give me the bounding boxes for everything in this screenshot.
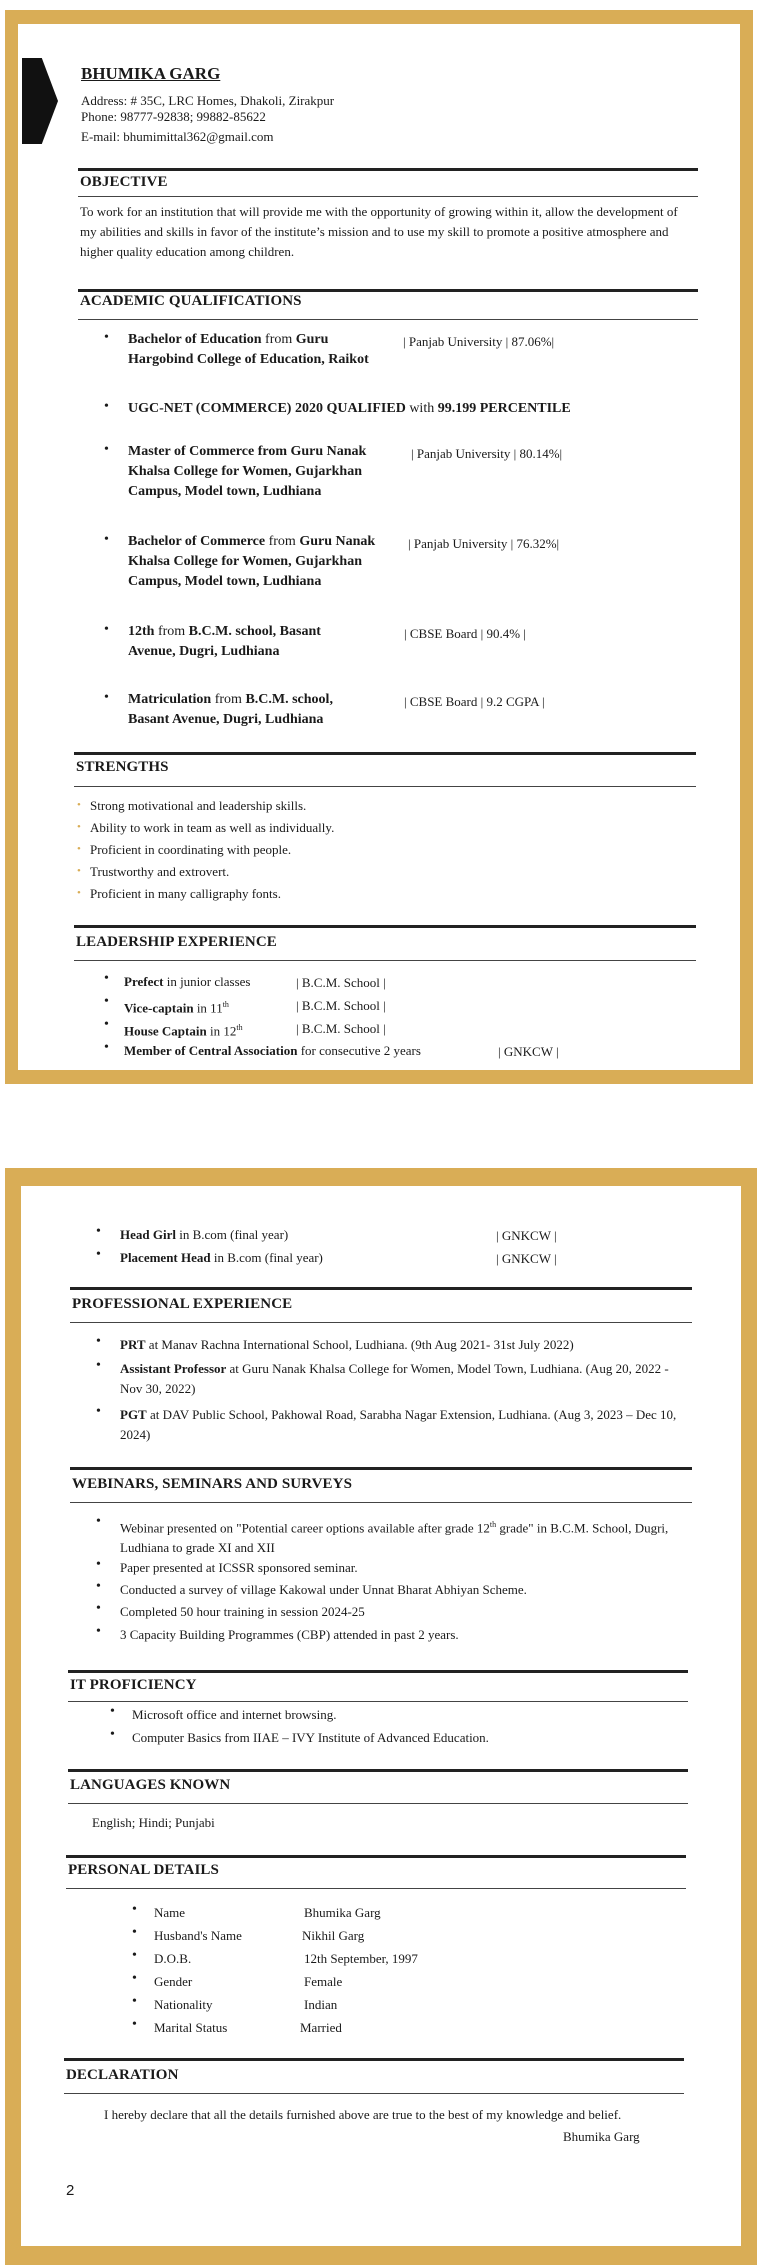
bullet-icon: •	[96, 1247, 101, 1262]
divider	[74, 786, 696, 787]
divider	[66, 1855, 686, 1858]
bullet-icon: •	[77, 821, 81, 833]
strength-item: Proficient in many calligraphy fonts.	[90, 886, 281, 901]
leadership-item: Member of Central Association for consecutive 2 years	[124, 1043, 421, 1058]
bullet-icon: •	[110, 1704, 115, 1719]
divider	[70, 1287, 692, 1290]
bullet-icon: •	[96, 1624, 101, 1639]
divider	[66, 1888, 686, 1889]
bullet-icon: •	[77, 799, 81, 811]
bullet-icon: •	[104, 1040, 109, 1055]
personal-label: D.O.B.	[154, 1951, 192, 1966]
academic-item: Matriculation from B.C.M. school, Basant Avenue, Dugri, Ludhiana	[128, 692, 333, 727]
personal-label: Husband's Name	[154, 1928, 242, 1943]
divider	[78, 289, 698, 292]
bullet-icon: •	[132, 1994, 137, 2009]
it-item: Computer Basics from IIAE – IVY Institute of Advanced Education.	[132, 1730, 489, 1745]
objective-text: To work for an institution that will provide me with the opportunity of growing within it, allow the development of my abilities and skills in favor of the institute’s mission and to use my skill to promote a positive atmosphere and higher quality education among children.	[80, 204, 678, 259]
academic-org: | CBSE Board | 9.2 CGPA |	[404, 694, 545, 709]
candidate-name: BHUMIKA GARG	[81, 64, 221, 83]
bullet-icon: •	[96, 1514, 101, 1529]
email: E-mail: bhumimittal362@gmail.com	[81, 129, 274, 144]
bullet-icon: •	[77, 887, 81, 899]
leadership-org: | GNKCW |	[496, 1228, 557, 1243]
bullet-icon: •	[110, 1727, 115, 1742]
professional-item: PGT at DAV Public School, Pakhowal Road, Sarabha Nagar Extension, Ludhiana. (Aug 3, 2023 – Dec 10, 2024)	[120, 1407, 677, 1442]
declaration-text: I hereby declare that all the details furnished above are true to the best of my knowledge and belief.	[104, 2107, 622, 2122]
personal-label: Name	[154, 1905, 186, 1920]
strength-item: Ability to work in team as well as individually.	[90, 820, 335, 835]
webinar-item: Completed 50 hour training in session 2024-25	[120, 1604, 365, 1619]
divider	[64, 2058, 684, 2061]
personal-title: PERSONAL DETAILS	[68, 1862, 219, 1878]
leadership-org: | B.C.M. School |	[296, 975, 386, 990]
leadership-org: | GNKCW |	[498, 1044, 559, 1059]
bullet-icon: •	[96, 1334, 101, 1349]
it-item: Microsoft office and internet browsing.	[132, 1707, 337, 1722]
bullet-icon: •	[132, 2017, 137, 2032]
bullet-icon: •	[132, 1902, 137, 1917]
bullet-icon: •	[96, 1579, 101, 1594]
academic-title: ACADEMIC QUALIFICATIONS	[80, 293, 302, 309]
phone: Phone: 98777-92838; 99882-85622	[81, 109, 266, 124]
academic-item: Bachelor of Education from Guru Hargobind College of Education, Raikot	[128, 332, 369, 367]
academic-org: | CBSE Board | 90.4% |	[404, 626, 526, 641]
academic-org: | Panjab University | 76.32%|	[408, 536, 560, 551]
address: Address: # 35C, LRC Homes, Dhakoli, Zirakpur	[81, 93, 335, 108]
personal-label: Nationality	[154, 1997, 213, 2012]
bullet-icon: •	[77, 843, 81, 855]
bullet-icon: •	[104, 442, 109, 457]
bullet-icon: •	[104, 994, 109, 1009]
leadership-item: House Captain in 12th	[124, 1023, 243, 1039]
leadership-item: Placement Head in B.com (final year)	[120, 1250, 323, 1265]
leadership-title: LEADERSHIP EXPERIENCE	[76, 934, 277, 950]
divider	[68, 1803, 688, 1804]
divider	[64, 2093, 684, 2094]
webinar-item: Conducted a survey of village Kakowal under Unnat Bharat Abhiyan Scheme.	[120, 1582, 527, 1597]
bullet-icon: •	[77, 865, 81, 877]
personal-value: Indian	[304, 1997, 338, 2012]
divider	[78, 319, 698, 320]
declaration-title: DECLARATION	[66, 2067, 179, 2083]
academic-item: Bachelor of Commerce from Guru Nanak Khalsa College for Women, Gujarkhan Campus, Model town, Ludhiana	[128, 534, 376, 589]
bullet-icon: •	[96, 1601, 101, 1616]
divider	[70, 1322, 692, 1323]
personal-label: Gender	[154, 1974, 193, 1989]
strength-item: Proficient in coordinating with people.	[90, 842, 292, 857]
leadership-org: | B.C.M. School |	[296, 1021, 386, 1036]
webinar-item: 3 Capacity Building Programmes (CBP) attended in past 2 years.	[120, 1627, 459, 1642]
bullet-icon: •	[96, 1557, 101, 1572]
personal-value: Nikhil Garg	[302, 1928, 365, 1943]
academic-item: UGC-NET (COMMERCE) 2020 QUALIFIED with 99.199 PERCENTILE	[128, 401, 571, 416]
bullet-icon: •	[104, 971, 109, 986]
personal-value: 12th September, 1997	[304, 1951, 418, 1966]
professional-title: PROFESSIONAL EXPERIENCE	[72, 1296, 293, 1312]
bullet-icon: •	[96, 1358, 101, 1373]
divider	[68, 1701, 688, 1702]
divider	[68, 1670, 688, 1673]
signature: Bhumika Garg	[563, 2129, 640, 2144]
bullet-icon: •	[104, 622, 109, 637]
bullet-icon: •	[104, 330, 109, 345]
academic-item: 12th from B.C.M. school, Basant Avenue, Dugri, Ludhiana	[128, 624, 321, 659]
bullet-icon: •	[96, 1404, 101, 1419]
bullet-icon: •	[132, 1925, 137, 1940]
objective-title: OBJECTIVE	[80, 174, 168, 190]
divider	[68, 1769, 688, 1772]
bullet-icon: •	[132, 1971, 137, 1986]
languages-title: LANGUAGES KNOWN	[70, 1777, 231, 1793]
bullet-icon: •	[104, 532, 109, 547]
divider	[70, 1502, 692, 1503]
it-title: IT PROFICIENCY	[70, 1677, 197, 1693]
webinar-item: Paper presented at ICSSR sponsored seminar.	[120, 1560, 358, 1575]
personal-value: Bhumika Garg	[304, 1905, 381, 1920]
strengths-title: STRENGTHS	[76, 759, 169, 775]
divider	[70, 1467, 692, 1470]
strength-item: Strong motivational and leadership skills.	[90, 798, 307, 813]
leadership-org: | B.C.M. School |	[296, 998, 386, 1013]
leadership-item: Vice-captain in 11th	[124, 1000, 229, 1016]
academic-org: | Panjab University | 80.14%|	[411, 446, 563, 461]
bullet-icon: •	[132, 1948, 137, 1963]
academic-item: Master of Commerce from Guru Nanak Khalsa College for Women, Gujarkhan Campus, Model town, Ludhiana	[128, 444, 367, 499]
personal-label: Marital Status	[154, 2020, 228, 2035]
divider	[74, 960, 696, 961]
languages-list: English; Hindi; Punjabi	[92, 1815, 215, 1830]
personal-value: Married	[300, 2020, 342, 2035]
leadership-item: Prefect in junior classes	[124, 974, 251, 989]
webinars-title: WEBINARS, SEMINARS AND SURVEYS	[72, 1476, 353, 1492]
divider	[74, 925, 696, 928]
divider	[78, 196, 698, 197]
leadership-item: Head Girl in B.com (final year)	[120, 1227, 289, 1242]
leadership-org: | GNKCW |	[496, 1251, 557, 1266]
academic-org: | Panjab University | 87.06%|	[403, 334, 555, 349]
professional-item: Assistant Professor at Guru Nanak Khalsa College for Women, Model Town, Ludhiana. (Aug 20, 2022 - Nov 30, 2022)	[120, 1361, 669, 1396]
page-number: 2	[66, 2182, 75, 2199]
bullet-icon: •	[104, 399, 109, 414]
bullet-icon: •	[96, 1224, 101, 1239]
professional-item: PRT at Manav Rachna International School, Ludhiana. (9th Aug 2021- 31st July 2022)	[120, 1337, 574, 1352]
strength-item: Trustworthy and extrovert.	[90, 864, 230, 879]
bullet-icon: •	[104, 690, 109, 705]
divider	[74, 752, 696, 755]
bullet-icon: •	[104, 1017, 109, 1032]
webinar-item: Webinar presented on "Potential career options available after grade 12th grade" in B.C.M. School, Dugri, Ludhiana to grade XI and XII	[120, 1520, 669, 1556]
personal-value: Female	[304, 1974, 343, 1989]
divider	[78, 168, 698, 171]
